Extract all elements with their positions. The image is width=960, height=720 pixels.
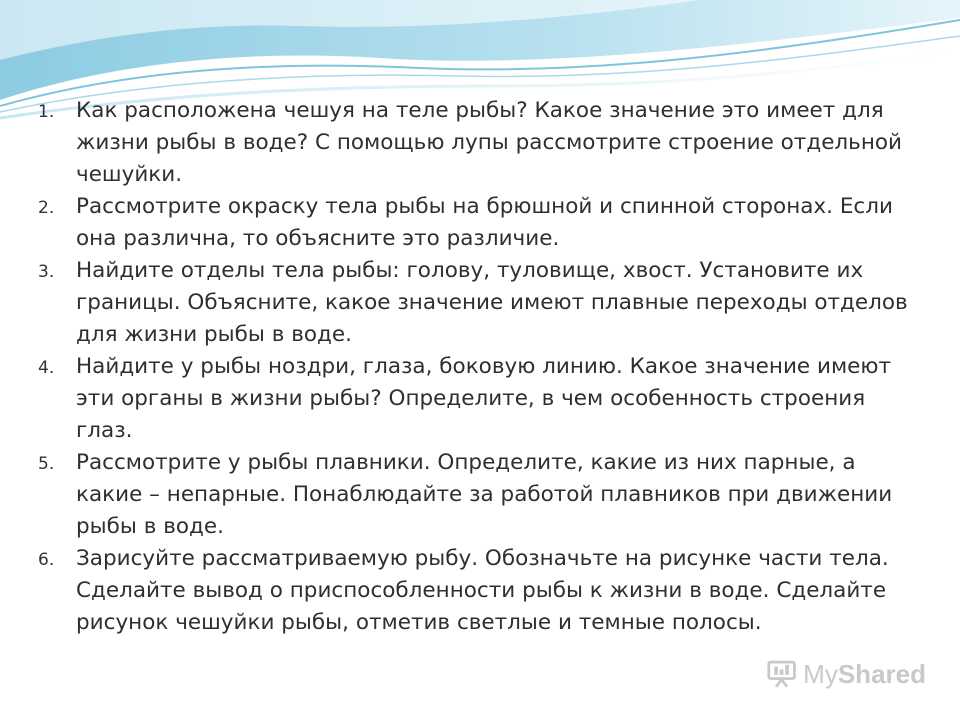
list-number: 3. (38, 262, 55, 282)
list-item (38, 255, 928, 351)
list-number: 6. (38, 550, 55, 570)
list-number: 4. (38, 358, 55, 378)
task-list (38, 95, 928, 639)
list-item (38, 351, 928, 447)
myshared-watermark[interactable] (766, 656, 926, 692)
list-number: 1. (38, 102, 55, 122)
list-item (38, 543, 928, 639)
presentation-board-icon (766, 658, 797, 690)
list-text: Как расположена чешуя на теле рыбы? Какое значение это имеет для жизни рыбы в воде? С помощью лупы рассмотрите строение отдельной чешуйки. (76, 98, 903, 187)
list-item (38, 95, 928, 191)
list-number: 5. (38, 454, 55, 474)
list-number: 2. (38, 198, 55, 218)
list-text: Рассмотрите окраску тела рыбы на брюшной и спинной сторонах. Если она различна, то объясните это различие. (76, 194, 893, 251)
list-text: Найдите отделы тела рыбы: голову, туловище, хвост. Установите их границы. Объясните, какое значение имеют плавные переходы отделов для жизни рыбы в воде. (76, 258, 908, 347)
list-text: Зарисуйте рассматриваемую рыбу. Обозначьте на рисунке части тела. Сделайте вывод о приспособленности рыбы к жизни в воде. Сделайте рисунок чешуйки рыбы, отметив светлые и темные полосы. (76, 546, 889, 635)
list-text: Рассмотрите у рыбы плавники. Определите, какие из них парные, а какие – непарные. Понаблюдайте за работой плавников при движении рыбы в воде. (76, 450, 893, 539)
list-text: Найдите у рыбы ноздри, глаза, боковую линию. Какое значение имеют эти органы в жизни рыбы? Определите, в чем особенность строения глаз. (76, 354, 892, 443)
list-item (38, 447, 928, 543)
list-item (38, 191, 928, 255)
watermark-text: MyShared (803, 658, 926, 689)
